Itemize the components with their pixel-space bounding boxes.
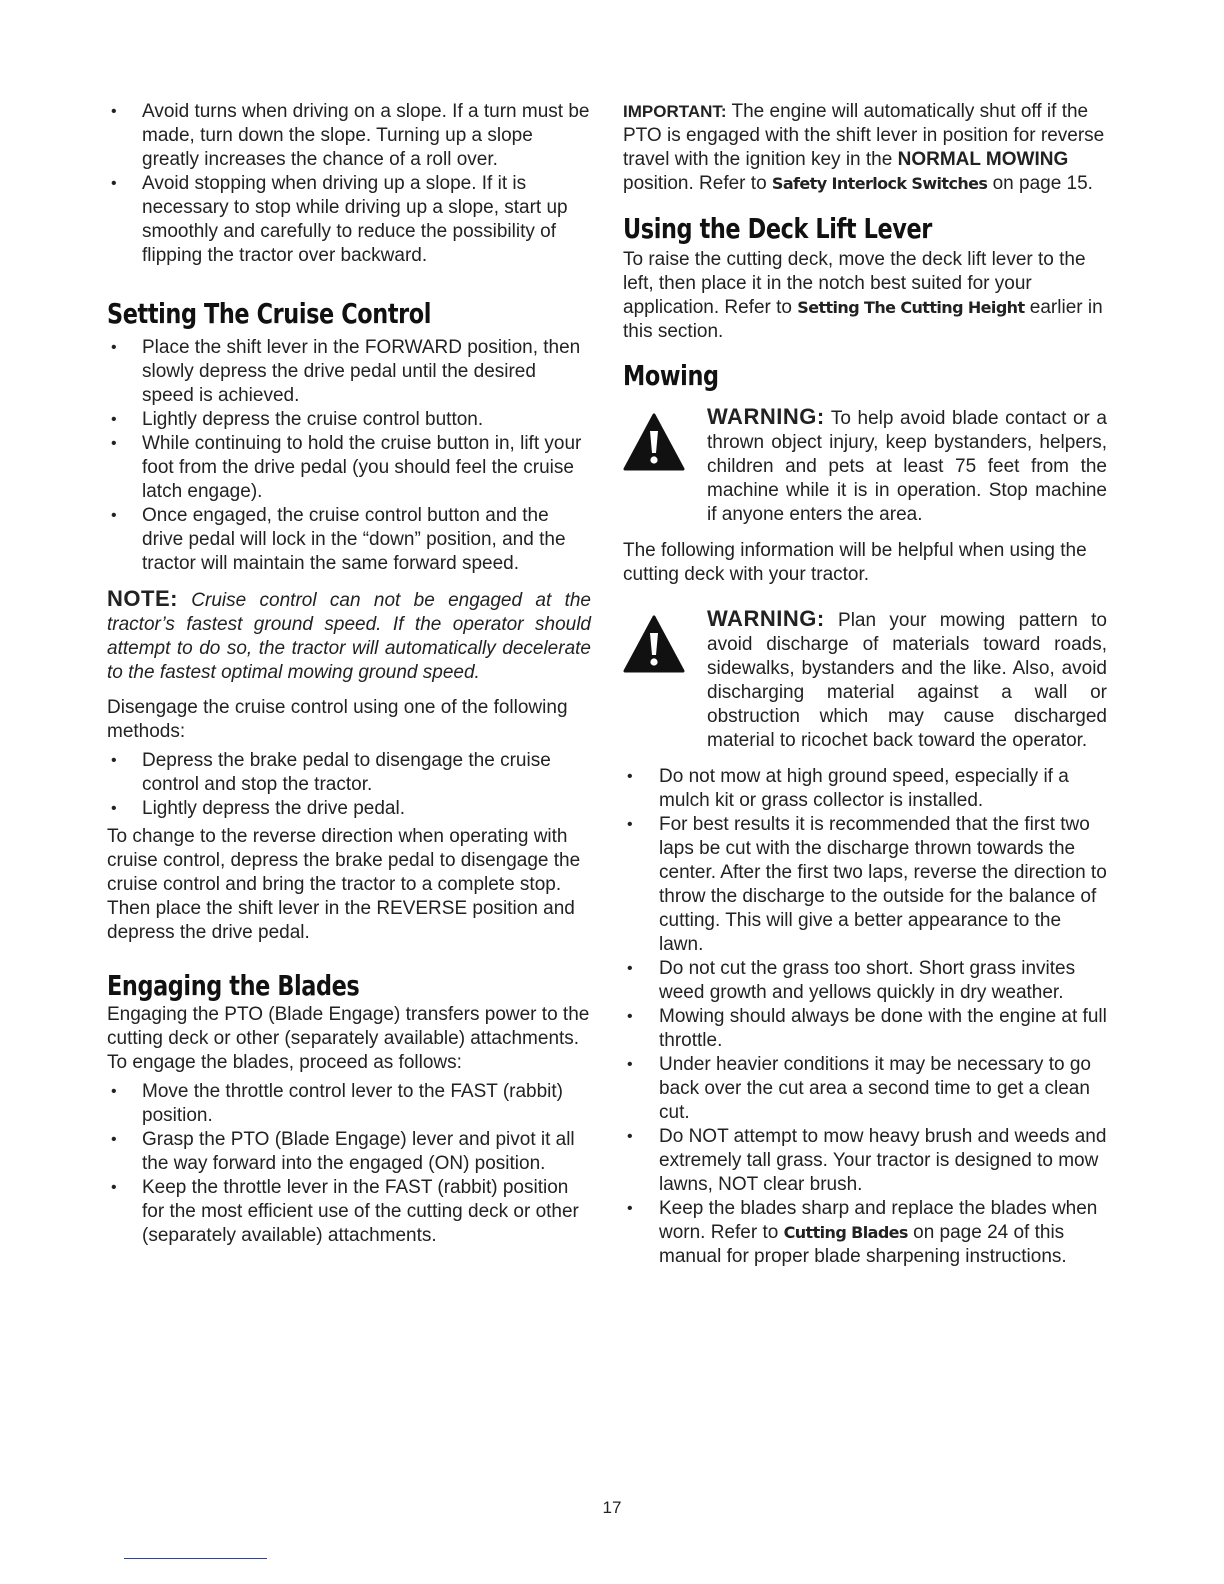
- list-item: • Mowing should always be done with the engine at full throttle.: [623, 1005, 1107, 1053]
- deck-lift-text: earlier in this section.: [623, 297, 1103, 342]
- list-item: • Once engaged, the cruise control button and the drive pedal will lock in the “down” position, and the tractor will maintain the same forward speed.: [107, 504, 591, 576]
- cutting-height-reference: Setting The Cutting Height: [797, 298, 1025, 317]
- list-item: • Move the throttle control lever to the FAST (rabbit) position.: [107, 1080, 591, 1128]
- list-item: • Place the shift lever in the FORWARD position, then slowly depress the drive pedal until the desired speed is achieved.: [107, 336, 591, 408]
- list-item: • While continuing to hold the cruise button in, lift your foot from the drive pedal (you should feel the cruise latch engage).: [107, 432, 591, 504]
- list-item: • Do not mow at high ground speed, especially if a mulch kit or grass collector is installed.: [623, 765, 1107, 813]
- mowing-heading: Mowing: [623, 359, 719, 392]
- cruise-note: [107, 587, 591, 685]
- important-label: IMPORTANT:: [623, 102, 727, 121]
- warning-triangle-icon: [623, 413, 685, 471]
- warning-text: To help avoid blade contact or a thrown object injury, keep bystanders, helpers, children and pets at least 75 feet from the machine while it is in operation. Stop machine if anyone enters the area.: [707, 408, 1107, 525]
- mowing-tips-list: [623, 765, 1107, 1269]
- cruise-control-heading: Setting The Cruise Control: [107, 297, 432, 330]
- mowing-info-paragraph: The following information will be helpful when using the cutting deck with your tractor.: [623, 540, 1087, 585]
- list-item: [623, 1197, 1107, 1269]
- list-item: • Lightly depress the cruise control button.: [107, 408, 591, 432]
- list-item: • Lightly depress the drive pedal.: [107, 797, 591, 821]
- list-item: • Keep the throttle lever in the FAST (rabbit) position for the most efficient use of the cutting deck or other (separately available) attachments.: [107, 1176, 591, 1248]
- list-item-text: Keep the blades sharp and replace the blades when worn. Refer to: [659, 1198, 1098, 1243]
- deck-lift-paragraph: [623, 248, 1107, 344]
- blades-steps-list: [107, 1080, 591, 1248]
- important-paragraph: [623, 100, 1107, 196]
- disengage-list: [107, 749, 591, 821]
- cutting-blades-reference: Cutting Blades: [783, 1223, 908, 1242]
- list-item: • Depress the brake pedal to disengage the cruise control and stop the tractor.: [107, 749, 591, 797]
- important-text: on page 15.: [987, 173, 1093, 194]
- list-item: • Avoid stopping when driving up a slope. If it is necessary to stop while driving up a slope, start up smoothly and carefully to reduce the possibility of flipping the tractor over backward.: [107, 172, 591, 268]
- warning-block-bystanders: [623, 405, 1107, 527]
- warning-text: Plan your mowing pattern to avoid discharge of materials toward roads, sidewalks, bystanders and the like. Also, avoid discharging material against a wall or obstruction which may cause discharged material to ricochet back toward the operator.: [707, 610, 1107, 751]
- warning-label: WARNING:: [707, 606, 825, 631]
- left-column: [107, 100, 591, 1248]
- list-item: • For best results it is recommended that the first two laps be cut with the discharge thrown towards the center. After the first two laps, reverse the direction to throw the discharge to the outside for the balance of cutting. This will give a better appearance to the lawn.: [623, 813, 1107, 957]
- reverse-paragraph: To change to the reverse direction when operating with cruise control, depress the brake pedal to disengage the cruise control and bring the tractor to a complete stop. Then place the shift lever in the REVERSE position and depress the drive pedal.: [107, 826, 581, 943]
- disengage-intro: Disengage the cruise control using one of the following methods:: [107, 697, 568, 742]
- note-text: Cruise control can not be engaged at the tractor’s fastest ground speed. If the operator should attempt to do so, the tractor will automatically decelerate to the fastest optimal mowing ground speed.: [107, 590, 591, 683]
- important-text: position. Refer to: [623, 173, 772, 194]
- safety-interlock-reference: Safety Interlock Switches: [771, 174, 988, 193]
- right-column: [623, 100, 1107, 1269]
- list-item: • Under heavier conditions it may be necessary to go back over the cut area a second time to get a clean cut.: [623, 1053, 1107, 1125]
- important-text: The engine will automatically shut off if the PTO is engaged with the shift lever in position for reverse travel with the ignition key in the: [623, 101, 1105, 170]
- engaging-blades-heading: Engaging the Blades: [107, 969, 360, 1002]
- list-item: • Do not cut the grass too short. Short grass invites weed growth and yellows quickly in dry weather.: [623, 957, 1107, 1005]
- list-item: • Grasp the PTO (Blade Engage) lever and pivot it all the way forward into the engaged (ON) position.: [107, 1128, 591, 1176]
- deck-lift-heading: Using the Deck Lift Lever: [623, 212, 932, 245]
- normal-mowing-emphasis: NORMAL MOWING: [897, 149, 1069, 170]
- warning-triangle-icon: [623, 615, 685, 673]
- slope-bullet-list: [107, 100, 591, 268]
- warning-label: WARNING:: [707, 404, 825, 429]
- list-item-text: on page 24 of this manual for proper blade sharpening instructions.: [659, 1222, 1067, 1267]
- cruise-steps-list: [107, 336, 591, 576]
- note-label: NOTE:: [107, 586, 178, 611]
- blades-intro: Engaging the PTO (Blade Engage) transfers power to the cutting deck or other (separately available) attachments. To engage the blades, proceed as follows:: [107, 1004, 590, 1073]
- list-item: • Avoid turns when driving on a slope. If a turn must be made, turn down the slope. Turning up a slope greatly increases the chance of a roll over.: [107, 100, 591, 172]
- deck-lift-text: To raise the cutting deck, move the deck lift lever to the left, then place it in the notch best suited for your application. Refer to: [623, 249, 1086, 318]
- list-item: • Do NOT attempt to mow heavy brush and weeds and extremely tall grass. Your tractor is designed to mow lawns, NOT clear brush.: [623, 1125, 1107, 1197]
- page-number: 17: [602, 1498, 622, 1517]
- warning-block-discharge: [623, 607, 1107, 753]
- footer-rule: [124, 1558, 267, 1559]
